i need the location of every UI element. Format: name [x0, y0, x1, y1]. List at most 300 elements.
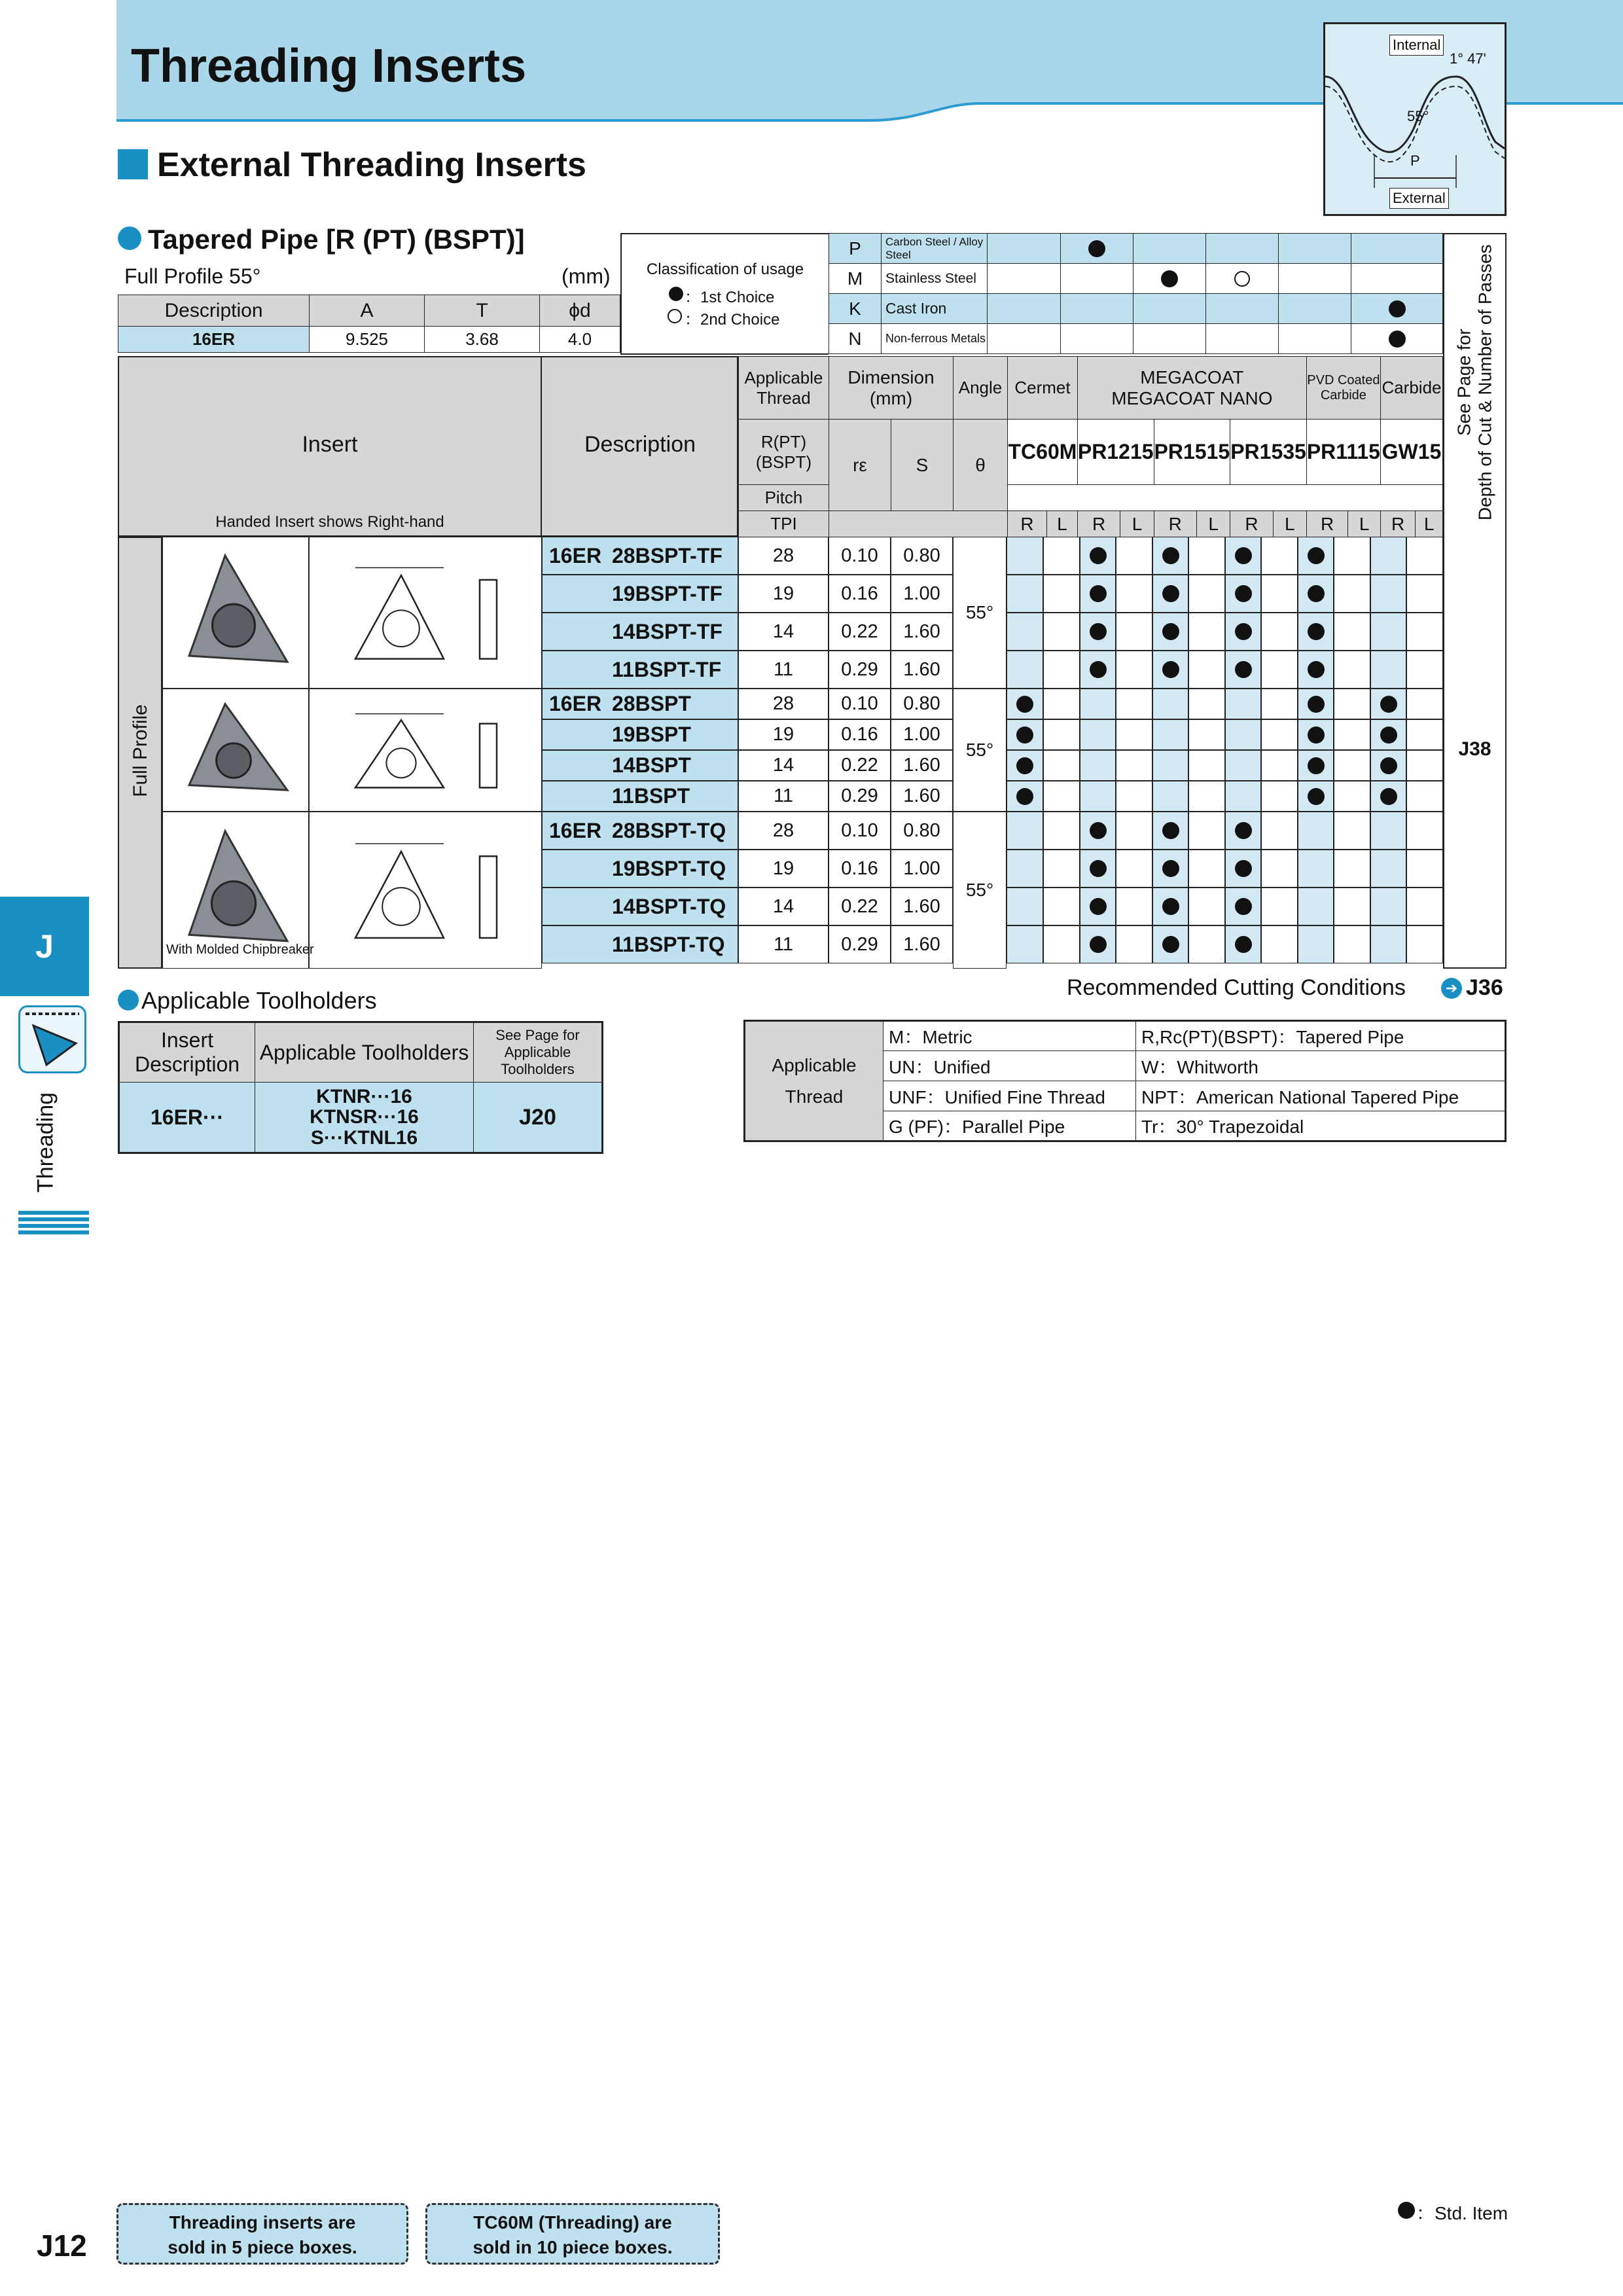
dim-cell: 9.525 — [310, 327, 425, 353]
grade-header: PR1515 — [1154, 420, 1230, 485]
dimension-value: 0.16 — [829, 575, 891, 613]
dimension-value: 0.22 — [829, 750, 891, 781]
stock-cell — [1007, 575, 1043, 613]
material-table — [829, 233, 1443, 354]
dim-cell: 3.68 — [425, 327, 540, 353]
thread-legend-table — [743, 1020, 1507, 1142]
stock-cell — [1370, 575, 1406, 613]
theta-header: θ — [954, 420, 1008, 511]
stock-cell — [1116, 537, 1152, 575]
stock-cell — [1007, 537, 1043, 575]
stock-cell — [1370, 689, 1406, 719]
internal-label: Internal — [1389, 35, 1444, 56]
stock-dot — [1308, 661, 1325, 678]
insert-photo — [162, 537, 309, 689]
stock-cell — [1080, 719, 1116, 750]
stock-cell — [1043, 651, 1080, 689]
threading-tool-icon — [18, 1005, 86, 1073]
hand-r: R — [1077, 511, 1120, 537]
pitch-header: Pitch — [739, 485, 829, 511]
dimension-value: 28 — [738, 537, 829, 575]
stock-cell — [1007, 850, 1043, 888]
stock-dot — [1308, 788, 1325, 805]
stock-cell — [1225, 925, 1261, 963]
insert-description: 16ER 28BSPT-TF — [542, 537, 738, 575]
dimension-value: 0.80 — [891, 812, 953, 850]
material-name: Non-ferrous Metals — [882, 324, 988, 354]
stock-cell — [1188, 850, 1225, 888]
stock-cell — [1007, 651, 1043, 689]
stock-cell — [1007, 888, 1043, 925]
stock-cell — [1080, 781, 1116, 812]
dim-header: T — [425, 295, 540, 327]
stock-cell — [1080, 575, 1116, 613]
angle-label: 55° — [1407, 108, 1429, 124]
stock-dot — [1380, 696, 1397, 713]
stock-cell — [1007, 781, 1043, 812]
stock-cell — [1261, 781, 1298, 812]
legend-item: R,Rc(PT)(BSPT)：Tapered Pipe — [1136, 1021, 1506, 1051]
unit-label: (mm) — [562, 264, 611, 288]
insert-description: 19BSPT-TQ — [542, 850, 738, 888]
hand-r: R — [1154, 511, 1197, 537]
dim-header: A — [310, 295, 425, 327]
stock-dot — [1380, 757, 1397, 774]
description-header: Description — [584, 432, 696, 457]
dimension-value: 0.10 — [829, 689, 891, 719]
stock-cell — [1261, 689, 1298, 719]
handed-note: Handed Insert shows Right-hand — [215, 513, 444, 531]
dimension-value: 0.29 — [829, 925, 891, 963]
stock-cell — [1188, 888, 1225, 925]
stock-dot — [1308, 623, 1325, 640]
stock-cell — [1370, 651, 1406, 689]
toolholder-header-holder: Applicable Toolholders — [255, 1022, 474, 1083]
s-header: S — [891, 420, 954, 511]
toolholder-insert: 16ER··· — [119, 1083, 255, 1153]
dimension-value: 0.80 — [891, 537, 953, 575]
stock-dot — [1090, 547, 1107, 564]
page-title: Threading Inserts — [131, 40, 527, 92]
insert-header: Insert — [302, 432, 358, 457]
tpi-header: TPI — [739, 511, 829, 537]
see-page-label — [1443, 233, 1507, 531]
stock-cell — [1080, 925, 1116, 963]
stock-cell — [1043, 781, 1080, 812]
second-choice-label: ：2nd Choice — [685, 311, 780, 329]
second-choice-circle — [1234, 271, 1250, 287]
stock-cell — [1043, 812, 1080, 850]
stock-cell — [1188, 689, 1225, 719]
stock-dot — [1235, 936, 1252, 953]
stock-cell — [1261, 575, 1298, 613]
stock-dot — [1090, 936, 1107, 953]
stock-cell — [1334, 719, 1370, 750]
stock-dot — [1308, 726, 1325, 744]
stock-cell — [1261, 925, 1298, 963]
stock-cell — [1334, 850, 1370, 888]
stock-dot — [1090, 898, 1107, 915]
molded-chipbreaker-note: With Molded Chipbreaker — [166, 942, 314, 957]
stock-cell — [1188, 925, 1225, 963]
grade-header: TC60M — [1008, 420, 1078, 485]
stock-cell — [1298, 651, 1334, 689]
hand-r: R — [1230, 511, 1274, 537]
stock-cell — [1406, 888, 1443, 925]
stock-cell — [1334, 750, 1370, 781]
stock-cell — [1043, 888, 1080, 925]
stock-cell — [1406, 651, 1443, 689]
stock-dot — [1162, 585, 1179, 602]
stock-dot — [1016, 726, 1033, 744]
dimension-value: 0.29 — [829, 781, 891, 812]
toolholders-table — [118, 1021, 603, 1154]
angle-cell: 55° — [953, 689, 1007, 812]
subsection-bullet — [118, 226, 141, 250]
stock-cell — [1261, 812, 1298, 850]
legend-title: Applicable Thread — [772, 1054, 857, 1107]
legend-item: G (PF)：Parallel Pipe — [883, 1111, 1136, 1141]
stock-cell — [1334, 781, 1370, 812]
stock-cell — [1152, 812, 1188, 850]
stock-cell — [1188, 575, 1225, 613]
dimension-value: 0.29 — [829, 651, 891, 689]
stock-cell — [1043, 719, 1080, 750]
stock-dot — [1162, 822, 1179, 839]
stock-cell — [1188, 812, 1225, 850]
stock-cell — [1152, 750, 1188, 781]
material-row-k — [829, 294, 1443, 324]
stock-cell — [1080, 812, 1116, 850]
stock-dot — [1235, 623, 1252, 640]
rpt-header: R(PT) (BSPT) — [739, 420, 829, 485]
stock-cell — [1080, 651, 1116, 689]
stock-cell — [1225, 537, 1261, 575]
carbide-header: Carbide — [1380, 357, 1442, 420]
stock-cell — [1116, 888, 1152, 925]
material-row-m — [829, 264, 1443, 294]
stock-cell — [1298, 719, 1334, 750]
choice-dot — [1389, 331, 1406, 348]
pvd-header: PVD Coated Carbide — [1306, 357, 1380, 420]
stock-cell — [1080, 888, 1116, 925]
stock-cell — [1116, 781, 1152, 812]
thread-profile-diagram — [1323, 22, 1507, 216]
stock-cell — [1225, 781, 1261, 812]
stock-cell — [1298, 850, 1334, 888]
stock-dot — [1090, 822, 1107, 839]
stock-cell — [1298, 925, 1334, 963]
stock-cell — [1080, 750, 1116, 781]
stock-cell — [1298, 888, 1334, 925]
toolholder-page-link[interactable]: J20 — [474, 1083, 603, 1153]
choice-dot — [1389, 300, 1406, 317]
stock-dot — [1162, 661, 1179, 678]
angle-header: Angle — [954, 357, 1008, 420]
stock-cell — [1225, 812, 1261, 850]
stock-cell — [1406, 689, 1443, 719]
section-marker — [118, 149, 148, 179]
insert-description: 14BSPT-TQ — [542, 888, 738, 925]
stock-cell — [1043, 575, 1080, 613]
stock-dot — [1235, 860, 1252, 877]
stock-cell — [1406, 613, 1443, 651]
stock-cell — [1152, 575, 1188, 613]
stock-cell — [1406, 750, 1443, 781]
stock-cell — [1116, 850, 1152, 888]
stock-dot — [1235, 661, 1252, 678]
stock-cell — [1116, 925, 1152, 963]
dimension-value: 14 — [738, 750, 829, 781]
stock-cell — [1043, 750, 1080, 781]
stock-cell — [1261, 719, 1298, 750]
insert-description: 16ER 28BSPT — [542, 689, 738, 719]
stock-cell — [1334, 575, 1370, 613]
stock-dot — [1016, 696, 1033, 713]
stock-cell — [1406, 812, 1443, 850]
grade-header: PR1115 — [1306, 420, 1380, 485]
stock-cell — [1370, 812, 1406, 850]
footer-note-2: TC60M (Threading) are sold in 10 piece boxes. — [425, 2203, 720, 2265]
dimension-value: 0.16 — [829, 719, 891, 750]
stock-cell — [1043, 925, 1080, 963]
dimension-value: 1.60 — [891, 925, 953, 963]
see-page-text: See Page for — [1454, 329, 1474, 436]
material-row-p — [829, 234, 1443, 264]
side-tab-j[interactable]: J — [0, 897, 89, 996]
dimension-value: 1.00 — [891, 850, 953, 888]
stock-cell — [1152, 537, 1188, 575]
stock-cell — [1298, 781, 1334, 812]
dimension-value: 28 — [738, 812, 829, 850]
stock-cell — [1261, 750, 1298, 781]
hand-l: L — [1416, 511, 1443, 537]
stock-cell — [1116, 719, 1152, 750]
insert-description: 19BSPT-TF — [542, 575, 738, 613]
footer-note-1: Threading inserts are sold in 5 piece boxes. — [116, 2203, 408, 2265]
hand-l: L — [1120, 511, 1154, 537]
choice-dot — [1161, 270, 1178, 287]
legend-item: UNF：Unified Fine Thread — [883, 1081, 1136, 1111]
toolholders-bullet — [118, 990, 139, 1011]
stock-cell — [1298, 613, 1334, 651]
stock-cell — [1116, 689, 1152, 719]
profile-label: Full Profile 55° — [124, 264, 261, 288]
stock-cell — [1406, 925, 1443, 963]
stock-cell — [1080, 689, 1116, 719]
dimension-value: 1.00 — [891, 575, 953, 613]
stock-cell — [1007, 719, 1043, 750]
grade-header: PR1535 — [1230, 420, 1307, 485]
stock-cell — [1334, 651, 1370, 689]
material-row-n — [829, 324, 1443, 354]
stock-cell — [1116, 750, 1152, 781]
dimension-value: 28 — [738, 689, 829, 719]
stock-cell — [1298, 812, 1334, 850]
insert-description: 14BSPT-TF — [542, 613, 738, 651]
stock-cell — [1043, 537, 1080, 575]
stock-dot — [1235, 822, 1252, 839]
toolholder-header-insert: Insert Description — [119, 1022, 255, 1083]
stock-dot — [1380, 788, 1397, 805]
megacoat-nano-header: MEGACOAT NANO — [1111, 387, 1273, 408]
dim-cell: 4.0 — [540, 327, 620, 353]
material-code: K — [829, 294, 882, 324]
recommended-label: Recommended Cutting Conditions — [1067, 975, 1406, 1000]
insert-description: 11BSPT-TF — [542, 651, 738, 689]
dimension-value: 14 — [738, 888, 829, 925]
classification-title: Classification of usage — [646, 260, 804, 278]
stock-cell — [1370, 750, 1406, 781]
material-code: P — [829, 234, 882, 264]
std-item-dot — [1398, 2202, 1415, 2219]
stock-dot — [1235, 547, 1252, 564]
choice-dot — [1088, 240, 1105, 257]
stock-cell — [1225, 888, 1261, 925]
dimension-value: 0.22 — [829, 888, 891, 925]
stock-cell — [1334, 613, 1370, 651]
insert-description: 14BSPT — [542, 750, 738, 781]
stock-cell — [1225, 850, 1261, 888]
applicable-thread-header: Applicable Thread — [739, 357, 829, 420]
stock-cell — [1080, 850, 1116, 888]
first-choice-dot — [669, 287, 683, 301]
arrow-circle-icon[interactable]: ➔ — [1441, 978, 1462, 999]
stock-dot — [1235, 898, 1252, 915]
stock-cell — [1370, 888, 1406, 925]
stock-cell — [1261, 850, 1298, 888]
stock-cell — [1225, 689, 1261, 719]
stock-cell — [1188, 781, 1225, 812]
dimension-value: 11 — [738, 781, 829, 812]
megacoat-header: MEGACOAT — [1140, 367, 1244, 387]
hand-r: R — [1008, 511, 1047, 537]
grade-header-table — [738, 356, 1443, 537]
dimension-value: 0.22 — [829, 613, 891, 651]
material-name: Cast Iron — [882, 294, 988, 324]
hand-r: R — [1306, 511, 1348, 537]
material-name: Carbon Steel / Alloy Steel — [882, 234, 988, 264]
dimension-value: 14 — [738, 613, 829, 651]
stock-cell — [1406, 850, 1443, 888]
stock-cell — [1334, 537, 1370, 575]
stock-cell — [1406, 575, 1443, 613]
depth-text: Depth of Cut & Number of Passes — [1474, 244, 1495, 520]
stock-cell — [1080, 613, 1116, 651]
legend-item: NPT：American National Tapered Pipe — [1136, 1081, 1506, 1111]
stock-dot — [1090, 585, 1107, 602]
recommended-page-link[interactable]: J36 — [1466, 975, 1503, 1000]
angle-cell: 55° — [953, 812, 1007, 969]
stock-cell — [1370, 537, 1406, 575]
stock-cell — [1007, 812, 1043, 850]
stock-dot — [1016, 757, 1033, 774]
stock-cell — [1225, 575, 1261, 613]
dimension-value: 19 — [738, 850, 829, 888]
stock-dot — [1308, 585, 1325, 602]
material-code: M — [829, 264, 882, 294]
stock-dot — [1308, 547, 1325, 564]
stock-dot — [1162, 898, 1179, 915]
stock-dot — [1380, 726, 1397, 744]
stock-cell — [1152, 689, 1188, 719]
dimension-value: 1.60 — [891, 781, 953, 812]
external-label: External — [1389, 188, 1449, 209]
re-header: rε — [829, 420, 891, 511]
angle-cell: 55° — [953, 537, 1007, 689]
grade-header: PR1215 — [1077, 420, 1154, 485]
stock-cell — [1007, 750, 1043, 781]
insert-description: 11BSPT — [542, 781, 738, 812]
stock-dot — [1162, 547, 1179, 564]
dimension-value: 1.60 — [891, 750, 953, 781]
full-profile-label: Full Profile — [130, 704, 151, 797]
stock-cell — [1116, 812, 1152, 850]
insert-description: 16ER 28BSPT-TQ — [542, 812, 738, 850]
stock-cell — [1334, 689, 1370, 719]
stock-dot — [1090, 623, 1107, 640]
stock-dot — [1162, 623, 1179, 640]
stock-cell — [1370, 925, 1406, 963]
stock-dot — [1308, 696, 1325, 713]
stock-cell — [1370, 613, 1406, 651]
dimension-header: Dimension (mm) — [829, 357, 954, 420]
legend-item: M：Metric — [883, 1021, 1136, 1051]
cermet-header: Cermet — [1008, 357, 1078, 420]
dimension-table — [118, 295, 620, 353]
stock-cell — [1007, 925, 1043, 963]
stock-dot — [1308, 757, 1325, 774]
dimension-value: 19 — [738, 719, 829, 750]
subsection-title: Tapered Pipe [R (PT) (BSPT)] — [148, 224, 525, 255]
stock-dot — [1162, 936, 1179, 953]
stock-cell — [1188, 750, 1225, 781]
hand-r: R — [1380, 511, 1415, 537]
stock-cell — [1370, 850, 1406, 888]
hand-l: L — [1197, 511, 1230, 537]
side-tab-lines — [18, 1211, 89, 1234]
second-choice-dot — [668, 309, 682, 323]
dim-cell: 16ER — [118, 327, 310, 353]
insert-description: 11BSPT-TQ — [542, 925, 738, 963]
stock-cell — [1225, 613, 1261, 651]
dimension-value: 0.10 — [829, 812, 891, 850]
stock-cell — [1261, 537, 1298, 575]
stock-cell — [1152, 651, 1188, 689]
stock-cell — [1298, 689, 1334, 719]
section-title: External Threading Inserts — [157, 146, 586, 184]
stock-dot — [1162, 860, 1179, 877]
stock-cell — [1116, 613, 1152, 651]
stock-cell — [1261, 651, 1298, 689]
stock-cell — [1334, 812, 1370, 850]
stock-cell — [1116, 651, 1152, 689]
stock-cell — [1043, 613, 1080, 651]
stock-cell — [1152, 888, 1188, 925]
stock-cell — [1152, 719, 1188, 750]
stock-dot — [1090, 661, 1107, 678]
stock-cell — [1334, 925, 1370, 963]
stock-cell — [1043, 850, 1080, 888]
dim-header: ϕd — [540, 295, 620, 327]
stock-cell — [1152, 781, 1188, 812]
insert-description: 19BSPT — [542, 719, 738, 750]
stock-cell — [1188, 719, 1225, 750]
insert-rows — [162, 537, 1443, 969]
stock-cell — [1298, 537, 1334, 575]
stock-cell — [1007, 613, 1043, 651]
stock-cell — [1080, 537, 1116, 575]
